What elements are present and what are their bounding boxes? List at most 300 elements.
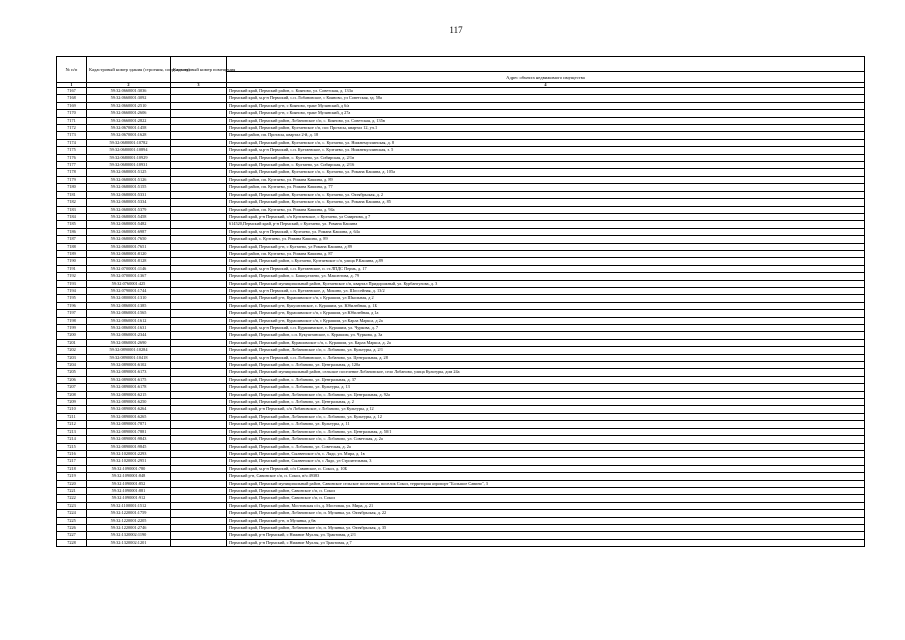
table-row [57,510,865,517]
cadastral-number-cell: 59:32:0890001:7881 [87,428,171,435]
row-number-cell: 7175 [57,147,87,154]
address-cell: Пермский край, р-н Пермский, с Нижние Муллы, ул Трактовая, д 7 [227,539,865,546]
address-cell: Пермский край, Пермский район, Сылвенское с/п, с Лядо, ул Строительная, 3 [227,458,865,465]
premises-number-cell [171,332,227,339]
address-cell: Пермский край, м.р-н Пермский, с.п. Курашимское, с. Курашим, ул. Чуркова, д. 7 [227,325,865,332]
address-cell: Пермский край, Пермский район, Култаевское с/п, с. Култаево, ул. Романа Кашина, д. 105а [227,169,865,176]
table-row [57,154,865,161]
premises-number-cell [171,258,227,265]
address-cell: Пермский край, Пермский район, с. Лобаново, ул. Центральная, д. 37 [227,376,865,383]
row-number-cell: 7194 [57,287,87,294]
row-number-cell: 7217 [57,458,87,465]
table-body [57,88,865,547]
premises-number-cell [171,250,227,257]
table-row [57,139,865,146]
cadastral-number-cell: 59:32:0890001:6175 [87,376,171,383]
row-number-cell: 7188 [57,243,87,250]
premises-number-cell [171,339,227,346]
cadastral-number-cell: 59:32:0890001:6265 [87,413,171,420]
table-row [57,450,865,457]
premises-number-cell [171,325,227,332]
premises-number-cell [171,265,227,272]
table-row [57,502,865,509]
table-row [57,191,865,198]
premises-number-cell [171,458,227,465]
column-header-address: Адрес объекта недвижимого имущества [227,72,865,83]
premises-number-cell [171,436,227,443]
premises-number-cell [171,376,227,383]
premises-number-cell [171,191,227,198]
cadastral-number-cell: 59:32:1320002:1190 [87,532,171,539]
row-number-cell: 7187 [57,236,87,243]
cadastral-number-cell: 59:32:0680001:8120 [87,250,171,257]
row-number-cell: 7169 [57,102,87,109]
premises-number-cell [171,95,227,102]
premises-number-cell [171,102,227,109]
premises-number-cell [171,243,227,250]
column-index: 4 [227,83,865,88]
address-cell: Пермский край, Пермский район, Култаевское с/п, с. Култаево, ул. Октябрьская, д. 2 [227,191,865,198]
address-cell: Пермский край, р-н Пермский, с/п Култаевское, с Култаево, ул Смирнова, д 7 [227,213,865,220]
row-number-cell: 7216 [57,450,87,457]
premises-number-cell [171,421,227,428]
row-number-cell: 7176 [57,154,87,161]
table-row [57,480,865,487]
table-row [57,176,865,183]
address-cell: Пермский край, Пермский район, Лобановское с/п, с. Лобаново, ул. Культуры, д. 2/1 [227,347,865,354]
premises-number-cell [171,310,227,317]
table-row [57,354,865,361]
cadastral-number-cell: 59:32:0680001:5331 [87,191,171,198]
premises-number-cell [171,532,227,539]
cadastral-number-cell: 59:32:1100001:1512 [87,502,171,509]
cadastral-number-cell: 59:32:0660001:2510 [87,102,171,109]
table-row [57,473,865,480]
premises-number-cell [171,495,227,502]
cadastral-number-cell: 59:32:0660001:3092 [87,95,171,102]
table-row [57,213,865,220]
row-number-cell: 7208 [57,391,87,398]
table-row [57,369,865,376]
cadastral-number-cell: 59:32:0680001:5482 [87,221,171,228]
table-row [57,347,865,354]
address-cell: Пермский край, м.р-н Пермский, с.п. Култаевское, п. ст.ЛПДС Пермь, д. 17 [227,265,865,272]
premises-number-cell [171,384,227,391]
address-cell: Пермский край, Пермский район, Мостовская с/п, д. Мостовая, ул. Мира, д. 21 [227,502,865,509]
row-number-cell: 7193 [57,280,87,287]
cadastral-number-cell: 59:32:0860001:1565 [87,310,171,317]
row-number-cell: 7192 [57,273,87,280]
table-row [57,221,865,228]
table-row [57,362,865,369]
premises-number-cell [171,317,227,324]
premises-number-cell [171,399,227,406]
premises-number-cell [171,369,227,376]
cadastral-number-cell: 59:32:1220001:1759 [87,510,171,517]
premises-number-cell [171,487,227,494]
premises-number-cell [171,347,227,354]
premises-number-cell [171,162,227,169]
cadastral-number-cell: 59:32:0670001:1458 [87,125,171,132]
cadastral-number-cell: 59:32:0890001:6250 [87,399,171,406]
address-cell: Пермский край, Пермский р-н, Курашимское с/п, с Курашим, ул Карла Маркса, д 2а [227,317,865,324]
table-row [57,436,865,443]
table-row [57,532,865,539]
address-cell: Пермский край, Пермский муниципальный район, сельское поселение Лобановское, село Лобаново, улица Культуры, дом 24а [227,369,865,376]
cadastral-number-cell: 59:32:0680001:5334 [87,199,171,206]
premises-number-cell [171,139,227,146]
premises-number-cell [171,443,227,450]
address-cell: Пермский край, Пермский р-н, Курашимское с/п, с Курашим, ул Юбилейная, д 1а [227,310,865,317]
premises-number-cell [171,539,227,546]
cadastral-number-cell: 59:32:0680001:7650 [87,236,171,243]
table-row [57,391,865,398]
address-cell: Пермский район, пп. Култаево, ул. Романа Кашина, д. 77 [227,184,865,191]
cadastral-number-cell: 59:32:0680001:10931 [87,162,171,169]
cadastral-number-cell: 59:32:0860001:2690 [87,339,171,346]
table-row [57,376,865,383]
row-number-cell: 7174 [57,139,87,146]
premises-number-cell [171,199,227,206]
cadastral-number-cell: 59:32:0890001:10284 [87,347,171,354]
premises-number-cell [171,287,227,294]
premises-number-cell [171,413,227,420]
cadastral-number-cell: 59:32:0680001:8128 [87,258,171,265]
table-row [57,287,865,294]
table-row [57,487,865,494]
row-number-cell: 7198 [57,317,87,324]
address-cell: Пермский край, Пермский район, с. Култаево, ул. Сибирская, д. 2/1в [227,154,865,161]
premises-number-cell [171,428,227,435]
row-number-cell: 7172 [57,125,87,132]
table-row [57,339,865,346]
cadastral-number-cell: 59:32:0860001:1612 [87,317,171,324]
cadastral-number-cell: 59:32:0760001:425 [87,280,171,287]
address-cell: Пермский край, Пермский р-н, с Кояново, тракт Мулянский, д 6/а [227,102,865,109]
row-number-cell: 7221 [57,487,87,494]
address-cell: Пермский край, Пермский район, Лобановское с/п, с. Лобаново, ул. Советская, д. 2а [227,436,865,443]
address-cell: Пермский край, Пермский район, с. Лобаново, ул. Советская, д. 2а [227,443,865,450]
table-row [57,265,865,272]
premises-number-cell [171,502,227,509]
address-cell: Пермский край, Пермский район, с. Култаево, ул. Сибирская, д. 2/16 [227,162,865,169]
table-row [57,310,865,317]
address-cell: Пермский край, Пермский район, Савинское с/п, п. Сокол [227,487,865,494]
row-number-cell: 7228 [57,539,87,546]
cadastral-number-cell: 59:32:0800001:1310 [87,295,171,302]
row-number-cell: 7201 [57,339,87,346]
table-row [57,295,865,302]
premises-number-cell [171,221,227,228]
premises-number-cell [171,280,227,287]
cadastral-number-cell: 59:32:0890001:6173 [87,369,171,376]
cadastral-number-cell: 59:32:1090001:881 [87,487,171,494]
premises-number-cell [171,510,227,517]
premises-number-cell [171,391,227,398]
premises-number-cell [171,213,227,220]
column-index: 3 [171,83,227,88]
row-number-cell: 7210 [57,406,87,413]
cadastral-number-cell: 59:32:0860001:1631 [87,325,171,332]
cadastral-number-cell: 59:32:0680001:6987 [87,228,171,235]
cadastral-number-cell: 59:32:0890001:6178 [87,384,171,391]
row-number-cell: 7183 [57,206,87,213]
premises-number-cell [171,228,227,235]
address-cell: Пермский край, м.р-н Пермский, с.п. Култаевское, с. Култаево, ул. Нижнемуллинская, з. 5 [227,147,865,154]
row-number-cell: 7223 [57,502,87,509]
premises-number-cell [171,354,227,361]
address-cell: Пермский край, м.р-н Пермский, с/п Савинское, п. Сокол, д. 10Б [227,465,865,472]
address-cell: Пермский край, Пермский район, Култаевское с/п, с. Култаево, ул. Романа Кашина, д. 85 [227,199,865,206]
row-number-cell: 7220 [57,480,87,487]
address-cell: Пермский край, Пермский район, с. Лобаново, ул. Центральная, д. 2 [227,399,865,406]
address-cell: Пермский край, с. Култаево, ул. Романа Кашина, д. 89 [227,236,865,243]
cadastral-number-cell: 59:32:0890001:6264 [87,406,171,413]
row-number-cell: 7202 [57,347,87,354]
cadastral-number-cell: 59:32:0660001:2606 [87,110,171,117]
table-row [57,199,865,206]
table-row [57,399,865,406]
table-row [57,88,865,95]
premises-number-cell [171,302,227,309]
premises-number-cell [171,110,227,117]
premises-number-cell [171,206,227,213]
address-cell: Пермский край, Пермский район, с. Лобаново, ул. Культуры, д. 11 [227,421,865,428]
cadastral-number-cell: 59:32:1220001:2205 [87,517,171,524]
address-cell: Пермский край, м.р-н Пермский, с.п. Лобановское, с. Лобаново, ул. Центральная, д. 28 [227,354,865,361]
cadastral-number-cell: 59:32:1220001:2746 [87,524,171,531]
cadastral-number-cell: 59:32:1020001:2293 [87,450,171,457]
table-row [57,117,865,124]
table-row [57,413,865,420]
row-number-cell: 7204 [57,362,87,369]
property-register-table [56,56,865,547]
address-cell: Пермский край, Пермский район, Сылвенское с/п, с. Лядо, ул. Мира, д. 1в [227,450,865,457]
address-cell: Пермский край, м.р-н Пермский, с.п. Култаевское, д. Мокино, ул. Шоссейная, д. 13/2 [227,287,865,294]
row-number-cell: 7213 [57,428,87,435]
row-number-cell: 7225 [57,517,87,524]
table-row [57,428,865,435]
row-number-cell: 7218 [57,465,87,472]
address-cell: Пермский край, р-н Пермский, с/п Лобановское, с Лобаново, ул Культуры, д 12 [227,406,865,413]
premises-number-cell [171,176,227,183]
row-number-cell: 7180 [57,184,87,191]
address-cell: Пермский край, Пермский район, Лобановское с/п, с. Лобаново, ул. Центральная, д. 50/1 [227,428,865,435]
table-row [57,517,865,524]
premises-number-cell [171,480,227,487]
column-index: 2 [87,83,171,88]
premises-number-cell [171,517,227,524]
row-number-cell: 7168 [57,95,87,102]
table-row [57,273,865,280]
address-cell: Пермский край, Пермский район, с. Лобаново, ул. Культуры, д. 13 [227,384,865,391]
row-number-cell: 7178 [57,169,87,176]
address-cell: Пермский край, м.р-н Пермский, с.п. Лобановское, с Кояново, ул Советская, зд. 58а [227,95,865,102]
cadastral-number-cell: 59:32:1090001:848 [87,473,171,480]
address-cell: Пермский край, Пермский муниципальный район, Култаевское с/п, квартал Придорожный, ул. Курбангулова, д. 3 [227,280,865,287]
row-number-cell: 7227 [57,532,87,539]
cadastral-number-cell: 59:32:0670001:1628 [87,132,171,139]
cadastral-number-cell: 59:32:0890001:7871 [87,421,171,428]
row-number-cell: 7199 [57,325,87,332]
table-row [57,421,865,428]
address-cell: Пермский край, Пермский район, Лобановское с/п, с. Лобаново, ул. Культуры, д. 12 [227,413,865,420]
address-cell: Пермский р-н, Савинское с/п, п. Сокол, в/ч 49383 [227,473,865,480]
address-cell: Пермский край, Пермский р-н, с Кояново, тракт Мулянский, д 27а [227,110,865,117]
cadastral-number-cell: 59:32:0680001:10929 [87,154,171,161]
table-row [57,110,865,117]
table-row [57,250,865,257]
row-number-cell: 7207 [57,384,87,391]
cadastral-number-cell: 59:32:0680001:5126 [87,176,171,183]
address-cell: Пермский район, пп. Култаево, ул. Романа Кашина, д. 87 [227,250,865,257]
address-cell: Пермский край, Пермский район, Култаевское с/п, пос Протасы, квартал 12, уч.1 [227,125,865,132]
row-number-cell: 7197 [57,310,87,317]
premises-number-cell [171,236,227,243]
row-number-cell: 7181 [57,191,87,198]
cadastral-number-cell: 59:32:0680001:5379 [87,206,171,213]
row-number-cell: 7170 [57,110,87,117]
cadastral-number-cell: 59:32:0890001:10418 [87,354,171,361]
cadastral-number-cell: 59:32:0790001:1744 [87,287,171,294]
address-cell: Пермский край, Пермский р-н, п Мулянка, д 6в [227,517,865,524]
address-cell: Пермский край, Пермский район, Савинское с/п, п. Сокол [227,495,865,502]
column-index: 1 [57,83,87,88]
row-number-cell: 7203 [57,354,87,361]
cadastral-number-cell: 59:32:1090001:852 [87,480,171,487]
table-row [57,243,865,250]
row-number-cell: 7209 [57,399,87,406]
cadastral-number-cell: 59:32:0890001:6102 [87,362,171,369]
table-row [57,228,865,235]
row-number-cell: 7212 [57,421,87,428]
table-row [57,95,865,102]
cadastral-number-cell: 59:32:0700001:1367 [87,273,171,280]
table-row [57,406,865,413]
address-cell: Пермский край, Пермский район, с.п. Кукуштанское, с. Курашим, ул. Чуркова, д. 3а [227,332,865,339]
table-row [57,280,865,287]
cadastral-number-cell: 59:32:0660001:2822 [87,117,171,124]
address-cell: 614520,Пермский край, р-н Пермский, с Култаево, ул. Романа Кашина [227,221,865,228]
address-cell: Пермский край, Пермский район, Лобановское с/п, п. Мулянка, ул. Октябрьская, д. 22 [227,510,865,517]
row-number-cell: 7200 [57,332,87,339]
address-cell: Пермский край, Пермский район, Лобановское с/п, п. Мулянка, ул. Октябрьская, д. 35 [227,524,865,531]
row-number-cell: 7185 [57,221,87,228]
row-number-cell: 7182 [57,199,87,206]
row-number-cell: 7171 [57,117,87,124]
row-number-cell: 7177 [57,162,87,169]
cadastral-number-cell: 59:32:0660001:3036 [87,88,171,95]
premises-number-cell [171,406,227,413]
address-cell: Пермский край, Пермский р-н, Кукуштанское, с. Курашим, ул. Юбилейная, д. 1Б [227,302,865,309]
premises-number-cell [171,117,227,124]
cadastral-number-cell: 59:32:0890001:9845 [87,443,171,450]
column-header-cadastral-building: Кадастровый номер здания (строения, сооружения) [87,57,171,83]
cadastral-number-cell: 59:32:0860001:1385 [87,302,171,309]
table-row [57,258,865,265]
column-header-number: № п/п [57,57,87,83]
premises-number-cell [171,524,227,531]
cadastral-number-cell: 59:32:0680001:7651 [87,243,171,250]
premises-number-cell [171,169,227,176]
table-row [57,325,865,332]
table-row [57,236,865,243]
row-number-cell: 7219 [57,473,87,480]
row-number-cell: 7206 [57,376,87,383]
cadastral-number-cell: 59:32:0680001:10782 [87,139,171,146]
premises-number-cell [171,465,227,472]
premises-number-cell [171,125,227,132]
row-number-cell: 7222 [57,495,87,502]
cadastral-number-cell: 59:32:0860001:2344 [87,332,171,339]
row-number-cell: 7184 [57,213,87,220]
premises-number-cell [171,184,227,191]
table-row [57,132,865,139]
cadastral-number-cell: 59:32:1320002:1201 [87,539,171,546]
address-cell: Пермский край, Пермский район, с. Кояново, ул. Советская, д. 133а [227,88,865,95]
address-cell: Пермский край, м.р-н Пермский, с Култаево, ул. Романа Кашина, д. 64а [227,228,865,235]
premises-number-cell [171,362,227,369]
row-number-cell: 7173 [57,132,87,139]
row-number-cell: 7195 [57,295,87,302]
column-header-cadastral-premises: Кадастровый номер помещения [171,57,227,83]
row-number-cell: 7196 [57,302,87,309]
cadastral-number-cell: 59:32:1090001:780 [87,465,171,472]
premises-number-cell [171,295,227,302]
row-number-cell: 7214 [57,436,87,443]
row-number-cell: 7215 [57,443,87,450]
row-number-cell: 7226 [57,524,87,531]
address-cell: Пермский район, пп. Протасы, квартал 2-й, д. 18 [227,132,865,139]
row-number-cell: 7205 [57,369,87,376]
row-number-cell: 7211 [57,413,87,420]
column-header-address-spacer [227,57,865,72]
cadastral-number-cell: 59:32:0680001:10894 [87,147,171,154]
premises-number-cell [171,450,227,457]
table-row [57,465,865,472]
table-row [57,539,865,546]
table-row [57,384,865,391]
premises-number-cell [171,147,227,154]
premises-number-cell [171,154,227,161]
table-row [57,302,865,309]
premises-number-cell [171,88,227,95]
address-cell: Пермский край, Пермский муниципальный район, Савинское сельское поселение, поселок Сокол, территория аэропорт "Большое Савино", 3 [227,480,865,487]
address-cell: Пермский край, р-н Пермский, с Нижние Муллы, ул. Трактовая, д 2/1 [227,532,865,539]
cadastral-number-cell: 59:32:0680001:5155 [87,184,171,191]
row-number-cell: 7186 [57,228,87,235]
table-row [57,125,865,132]
table-row [57,317,865,324]
cadastral-number-cell: 59:32:0680001:5458 [87,213,171,220]
cadastral-number-cell: 59:32:1090001:912 [87,495,171,502]
table-row [57,162,865,169]
address-cell: Пермский край, Пермский район, Култаевское с/п, с. Култаево, ул. Нижнемуллинская, д. 8 [227,139,865,146]
address-cell: Пермский край, Пермский район, Лобановское с/п, с. Кояново, ул. Советская, д. 135в [227,117,865,124]
cadastral-number-cell: 59:32:0680001:5125 [87,169,171,176]
premises-number-cell [171,473,227,480]
address-cell: Пермский край, Пермский район, Курашимское с/п, с. Курашим, ул. Карла Маркса, д. 2а [227,339,865,346]
table-row [57,206,865,213]
address-cell: Пермский край, Пермский район, с. Лобаново, ул. Центральная, д. 120а [227,362,865,369]
row-number-cell: 7191 [57,265,87,272]
address-cell: Пермский район, пп. Култаево, ул. Романа Кашина, д. 89 [227,176,865,183]
table-row [57,332,865,339]
address-cell: Пермский край, Пермский район, Лобановское с/п, с. Лобаново, ул. Центральная, д. 92а [227,391,865,398]
cadastral-number-cell: 59:32:0890001:9843 [87,436,171,443]
table-row [57,524,865,531]
row-number-cell: 7190 [57,258,87,265]
